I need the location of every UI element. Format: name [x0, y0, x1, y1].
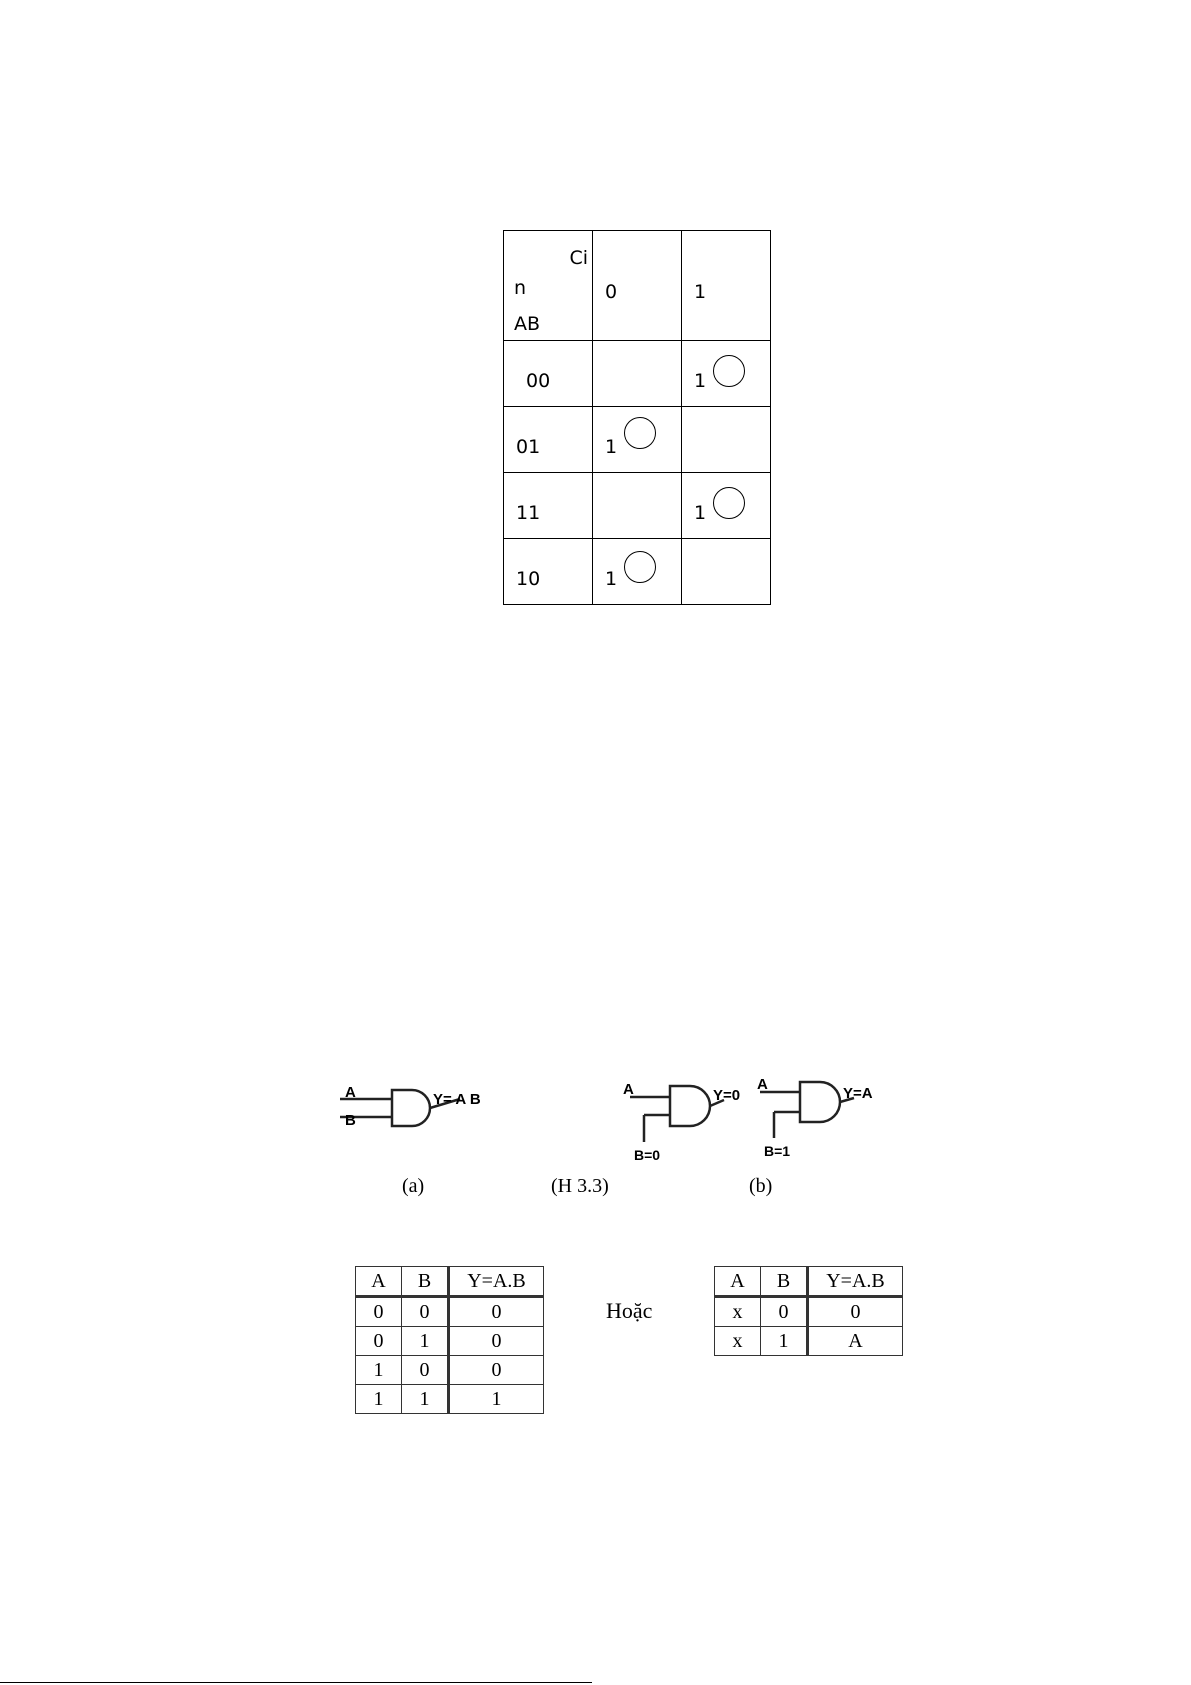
table-row: 0 0 0 [356, 1297, 544, 1327]
kmap-cell: 1 [682, 473, 771, 539]
or-label: Hoặc [606, 1298, 653, 1323]
svg-text:A: A [623, 1081, 634, 1098]
kmap-row-label: 00 [504, 341, 593, 407]
svg-text:B=1: B=1 [764, 1143, 791, 1159]
svg-text:Y=A: Y=A [843, 1085, 873, 1102]
kmap-cell [682, 407, 771, 473]
truth-table-1: A B Y=A.B 0 0 0 0 1 0 1 0 0 1 1 1 [355, 1266, 544, 1414]
footnote-separator [0, 1682, 592, 1683]
svg-text:Y= A B: Y= A B [433, 1091, 481, 1108]
group-circle [713, 355, 745, 387]
and-gate-b2 [760, 1082, 854, 1138]
kmap-cell [682, 539, 771, 605]
truth-table-2: A B Y=A.B x 0 0 x 1 A [714, 1266, 903, 1356]
kmap-cell [593, 341, 682, 407]
table-row: x 1 A [715, 1327, 903, 1356]
table-row: x 0 0 [715, 1297, 903, 1327]
table-row: 0 1 0 [356, 1327, 544, 1356]
svg-text:A: A [757, 1076, 768, 1093]
kmap-col-header: 0 [593, 231, 682, 341]
caption-figure: (H 3.3) [551, 1175, 609, 1197]
table-row: 1 1 1 [356, 1385, 544, 1414]
table-row: 1 0 0 [356, 1356, 544, 1385]
karnaugh-map [503, 230, 771, 605]
kmap-corner: Ci n AB [504, 231, 593, 341]
group-circle [713, 487, 745, 519]
kmap-cell [593, 473, 682, 539]
kmap-row-label: 11 [504, 473, 593, 539]
and-gate-b1 [630, 1086, 724, 1142]
kmap-cell: 1 [682, 341, 771, 407]
kmap-cell: 1 [593, 539, 682, 605]
group-circle [624, 551, 656, 583]
kmap-col-header: 1 [682, 231, 771, 341]
caption-b: (b) [749, 1175, 773, 1197]
kmap-row-label: 10 [504, 539, 593, 605]
svg-text:B=0: B=0 [634, 1147, 661, 1163]
svg-text:A: A [345, 1084, 356, 1101]
group-circle [624, 417, 656, 449]
svg-text:Y=0: Y=0 [713, 1087, 741, 1104]
kmap-cell: 1 [593, 407, 682, 473]
caption-a: (a) [402, 1175, 425, 1197]
kmap-row-label: 01 [504, 407, 593, 473]
svg-text:B: B [345, 1112, 356, 1129]
